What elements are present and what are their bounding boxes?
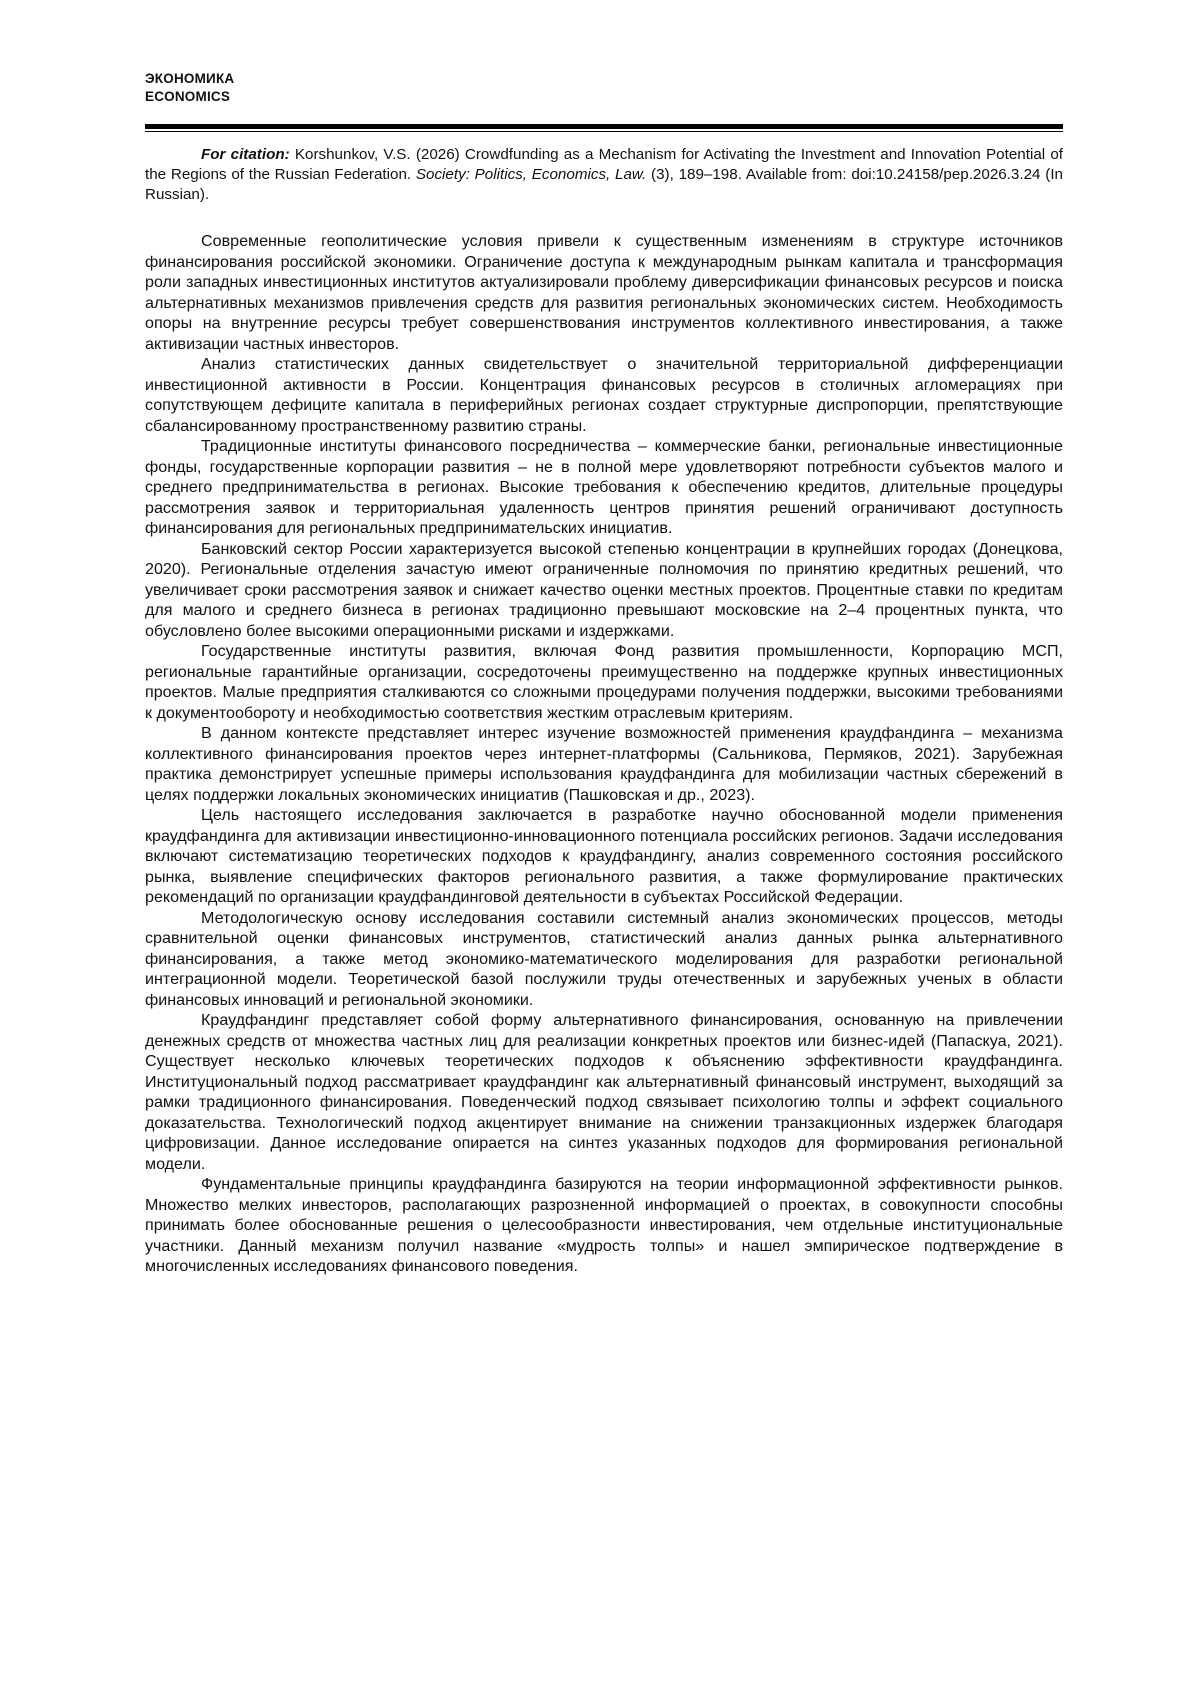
paragraph: Методологическую основу исследования составили системный анализ экономических процессов, методы сравнительной оценки финансовых инструментов, статистический анализ данных рынка альтернативного финансирования, а также метод экономико-математического моделирования для разработки региональной интеграционной модели. Теоретической базой послужили труды отечественных и зарубежных ученых в области финансовых инноваций и региональной экономики.	[145, 908, 1063, 1009]
header-divider-thick	[145, 124, 1063, 129]
article-body	[145, 231, 1063, 1277]
paragraph: В данном контексте представляет интерес изучение возможностей применения краудфандинга – механизма коллективного финансирования проектов через интернет-платформы (Сальникова, Пермяков, 2021). Зарубежная практика демонстрирует успешные примеры использования краудфандинга для мобилизации частных сбережений в целях поддержки локальных экономических инициатив (Пашковская и др., 2023).	[145, 724, 1063, 804]
citation-journal: Society: Politics, Economics, Law.	[415, 166, 647, 183]
section-title-ru: ЭКОНОМИКА	[145, 71, 235, 86]
paragraph: Современные геополитические условия привели к существенным изменениям в структуре источников финансирования российской экономики. Ограничение доступа к международным рынкам капитала и трансформация роли западных инвестиционных институтов актуализировали проблему диверсификации финансовых ресурсов и поиска альтернативных механизмов привлечения средств для развития региональных экономических систем. Необходимость опоры на внутренние ресурсы требует совершенствования инструментов коллективного инвестирования, а также активизации частных инвесторов.	[145, 232, 1063, 353]
journal-page	[145, 70, 1063, 1277]
citation-details: (3), 189–198. Available from: doi:10.24158/pep.2026.3.24 (In Russian).	[145, 166, 1063, 203]
citation-authors: Korshunkov, V.S. (2026) Crowdfunding as a Mechanism for Activating the Investment and Innovation Potential of the Regions of the Russian Federation.	[145, 146, 1063, 183]
paragraph: Традиционные институты финансового посредничества – коммерческие банки, региональные инвестиционные фонды, государственные корпорации развития – не в полной мере удовлетворяют потребности субъектов малого и среднего предпринимательства в регионах. Высокие требования к обеспечению кредитов, длительные процедуры рассмотрения заявок и территориальная удаленность центров принятия решений ограничивают доступность финансирования для региональных предпринимательских инициатив.	[145, 437, 1063, 537]
citation-label: For citation:	[201, 146, 290, 163]
section-title-en: ECONOMICS	[145, 89, 231, 104]
paragraph: Государственные институты развития, включая Фонд развития промышленности, Корпорацию МСП, региональные гарантийные организации, сосредоточены преимущественно на поддержке крупных инвестиционных проектов. Малые предприятия сталкиваются со сложными процедурами получения поддержки, высокими требованиями к документообороту и необходимостью соответствия жестким отраслевым критериям.	[145, 642, 1063, 722]
running-header	[145, 70, 1063, 106]
paragraph: Фундаментальные принципы краудфандинга базируются на теории информационной эффективности рынков. Множество мелких инвесторов, располагающих разрозненной информацией о проектах, в совокупности способны принимать более обоснованные решения о целесообразности инвестирования, чем отдельные институциональные участники. Данный механизм получил название «мудрость толпы» и нашел эмпирическое подтверждение в многочисленных исследованиях финансового поведения.	[145, 1175, 1063, 1275]
citation-block	[145, 145, 1063, 205]
header-divider-thin	[145, 131, 1063, 132]
paragraph: Банковский сектор России характеризуется высокой степенью концентрации в крупнейших городах (Донецкова, 2020). Региональные отделения зачастую имеют ограниченные полномочия по принятию кредитных решений, что увеличивает сроки рассмотрения заявок и снижает качество оценки местных проектов. Процентные ставки по кредитам для малого и среднего бизнеса в регионах традиционно превышают московские на 2–4 процентных пункта, что обусловлено более высокими операционными рисками и издержками.	[145, 539, 1063, 640]
paragraph: Цель настоящего исследования заключается в разработке научно обоснованной модели применения краудфандинга для активизации инвестиционно-инновационного потенциала российских регионов. Задачи исследования включают систематизацию теоретических подходов к краудфандингу, анализ современного состояния российского рынка, выявление специфических факторов регионального развития, а также формулирование практических рекомендаций по организации краудфандинговой деятельности в субъектах Российской Федерации.	[145, 806, 1063, 906]
paragraph: Анализ статистических данных свидетельствует о значительной территориальной дифференциации инвестиционной активности в России. Концентрация финансовых ресурсов в столичных агломерациях при сопутствующем дефиците капитала в периферийных регионах создает структурные диспропорции, препятствующие сбалансированному пространственному развитию страны.	[145, 355, 1063, 435]
paragraph: Краудфандинг представляет собой форму альтернативного финансирования, основанную на привлечении денежных средств от множества частных лиц для реализации конкретных проектов или бизнес-идей (Папаскуа, 2021). Существует несколько ключевых теоретических подходов к объяснению эффективности краудфандинга. Институциональный подход рассматривает краудфандинг как альтернативный финансовый инструмент, выходящий за рамки традиционного финансирования. Поведенческий подход связывает психологию толпы и эффект социального доказательства. Технологический подход акцентирует внимание на снижении транзакционных издержек благодаря цифровизации. Данное исследование опирается на синтез указанных подходов для формирования региональной модели.	[145, 1011, 1063, 1173]
